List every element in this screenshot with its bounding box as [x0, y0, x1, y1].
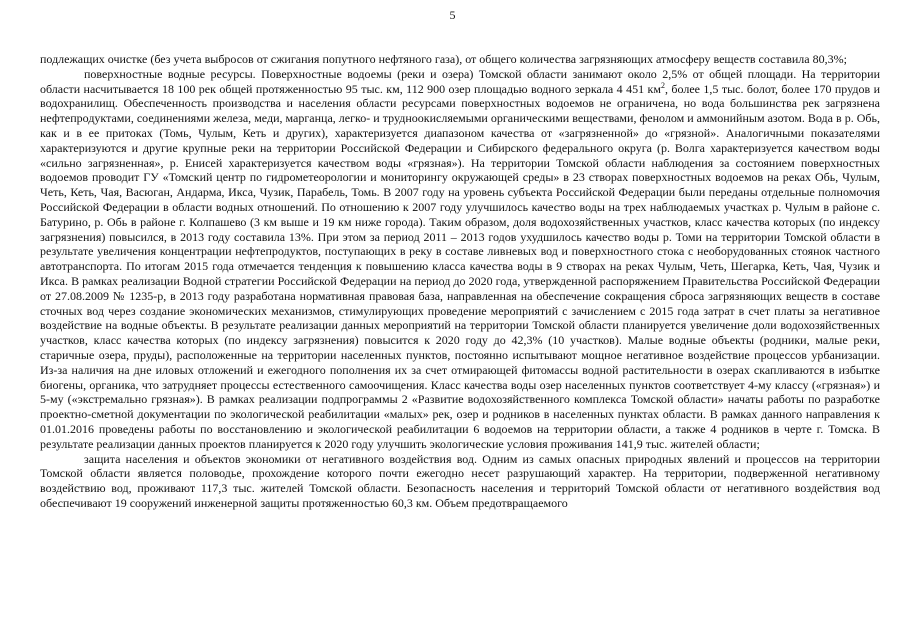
paragraph-text-part: поверхностные водные ресурсы. Поверхностные водоемы (реки и озера) Томской области занимают около 2,5% от общей площади. На территории области насчитывается 18 100 рек общей протяженностью 95 тыс. км, 112 900 озер площадью водного зеркала 4 451 км: [40, 66, 880, 96]
paragraph-air-emissions: подлежащих очистке (без учета выбросов от сжигания попутного нефтяного газа), от общего количества загрязняющих атмосферу веществ составила 80,3%;: [40, 52, 847, 66]
document-body: [40, 52, 880, 511]
paragraph-flood-protection: защита населения и объектов экономики от негативного воздействия вод. Одним из самых опасных природных явлений и процессов на территории Томской области является половодье, прохождение которого почти ежегодно несет разрушающий характер. На территории, подверженной негативному воздействию вод, проживают 117,3 тыс. жителей Томской области. Безопасность населения и территорий Томской области от негативного воздействия вод обеспечивают 19 сооружений инженерной защиты протяженностью 60,3 км. Объем предотвращаемого: [40, 451, 880, 510]
paragraph-text-part: , более 1,5 тыс. болот, более 170 прудов и водохранилищ. Обеспеченность производства и населения области ресурсами поверхностных водоемов не ограничена, но вода большинства рек загрязнена нефтепродуктами, соединениями железа, меди, марганца, легко- и трудноокисляемыми органическими веществами, фенолом и аммонийным азотом. Вода в р. Обь, как и в ее притоках (Томь, Чулым, Кеть и других), характеризуется диапазоном качества от «загрязненной» до «грязной». Аналогичными показателями характеризуются и другие крупные реки на территории Российской Федерации и Сибирского федерального округа (р. Волга характеризуется качеством воды «сильно загрязненная», р. Енисей характеризуется качеством воды «грязная»). На территории Томской области наблюдения за состоянием поверхностных водоемов проводит ГУ «Томский центр по гидрометеорологии и мониторингу окружающей среды» в 23 створах поверхностных водоемов на реках Обь, Чулым, Четь, Кеть, Чая, Васюган, Андарма, Икса, Чузик, Парабель, Томь. В 2007 году на уровень субъекта Российской Федерации были переданы отдельные полномочия Российской Федерации в области водных отношений. По отношению к 2007 году улучшилось качество воды на трех наблюдаемых участках р. Чулым в районе с. Батурино, р. Обь в районе г. Колпашево (3 км выше и 19 км ниже города). Таким образом, доля водохозяйственных участков, класс качества которых (по индексу загрязнения) повысился, в 2013 году составила 13%. При этом за период 2011 – 2013 годов ухудшилось качество воды р. Томи на территории Томской области в результате увеличения концентрации нефтепродуктов, поступающих в реку в составе ливневых вод и поверхностного стока с необорудованных стоянок частного автотранспорта. По итогам 2015 года отмечается тенденция к повышению класса качества воды в 9 створах на реках Чулым, Четь, Шегарка, Кеть, Чая, Чузик и Икса. В рамках реализации Водной стратегии Российской Федерации на период до 2020 года, утвержденной распоряжением Правительства Российской Федерации от 27.08.2009 № 1235-р, в 2013 году разработана нормативная правовая база, направленная на обеспечение сокращения сброса загрязняющих веществ в составе сточных вод через создание экономических механизмов, стимулирующих проведение мероприятий с зачислением с 2015 года затрат в счет платы за негативное воздействие на водные объекты. В результате реализации данных мероприятий на территории Томской области планируется увеличение доли водохозяйственных участков, класс качества которых (по индексу загрязнения) повысится к 2020 году до 42,3% (10 участков). Малые водные объекты (родники, малые реки, старичные озера, пруды), расположенные на территории населенных пунктов, постоянно испытывают мощное негативное воздействие процессов урбанизации. Из-за наличия на дне иловых отложений и ежегодного пополнения их за счет отмирающей фитомассы водной растительности в озерах скапливаются в избытке биогены, органика, что затрудняет процессы естественного самоочищения. Класс качества воды озер населенных пунктов соответствует 4-му классу («грязная») и 5-му («экстремально грязная»). В рамках реализации подпрограммы 2 «Развитие водохозяйственного комплекса Томской области» начаты работы по разработке проектно-сметной документации по экологической реабилитации «малых» рек, озер и родников в населенных пунктах области. В рамках данного направления к 01.01.2016 проведены работы по восстановлению и экологической реабилитации 6 водоемов на территории области, а также 4 родников в черте г. Томска. В результате реализации данных проектов планируется к 2020 году улучшить экологические условия проживания 141,9 тыс. жителей области;: [40, 81, 880, 451]
paragraph-surface-water-resources: [40, 67, 880, 452]
superscript-square: 2: [660, 80, 665, 90]
page-number: 5: [449, 8, 456, 22]
